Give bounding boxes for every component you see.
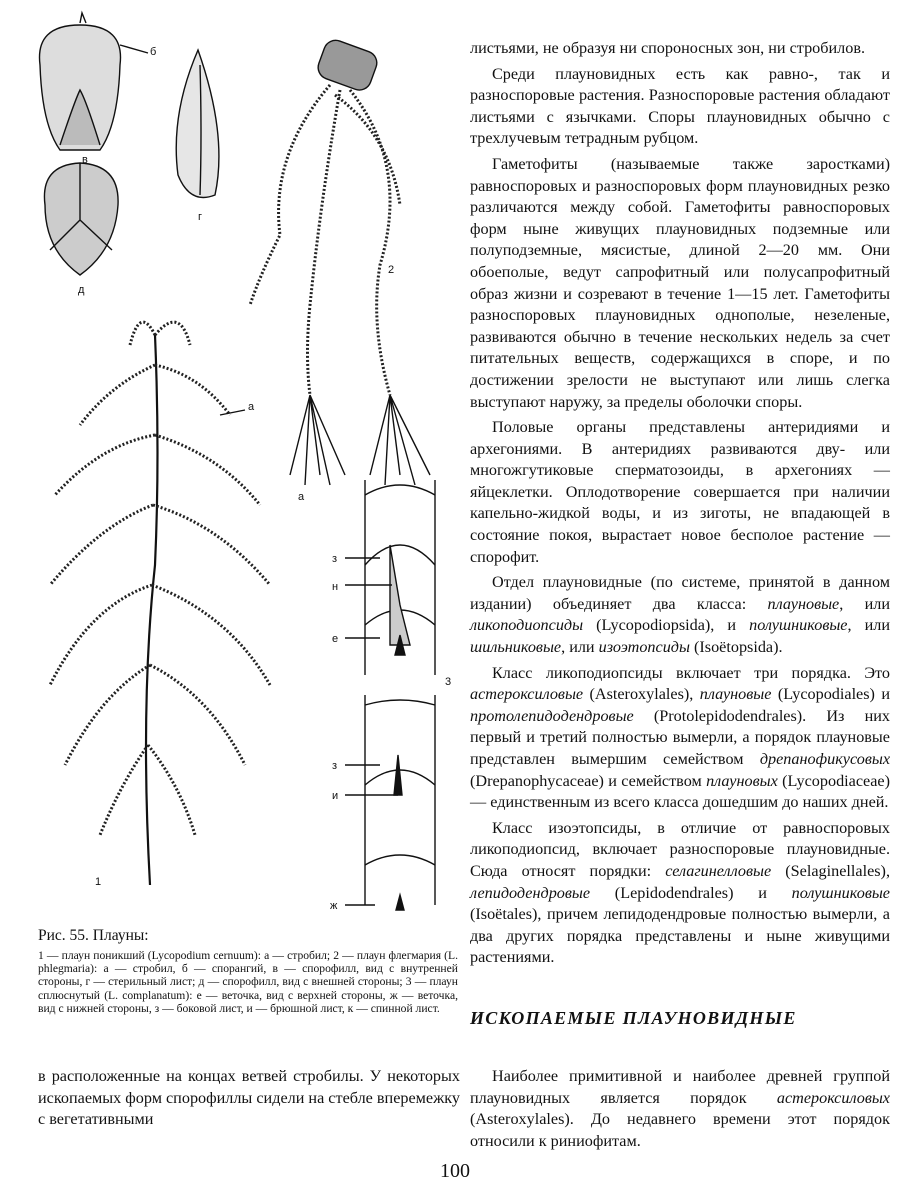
text-run: Отдел плауновидные (по системе, принятой в данном издании) объединяет два класса:	[470, 573, 890, 613]
italic-term: плауновых	[706, 771, 778, 790]
label-1: 1	[95, 876, 102, 888]
text-run: (Asteroxylales). До недавнего времени этот порядок относили к риниофитам.	[470, 1110, 890, 1150]
text-run: (Drepanophycaceae) и семейством	[470, 771, 707, 790]
right-column-bottom-text	[470, 1066, 890, 1156]
text-run: , или	[847, 616, 890, 635]
italic-term: астероксиловые	[470, 685, 584, 704]
label-z-2: з	[332, 760, 338, 772]
paragraph	[38, 1066, 460, 1131]
label-g: г	[198, 211, 203, 223]
italic-term: ликоподиопсиды	[470, 616, 584, 635]
page-number: 100	[440, 1160, 470, 1182]
text-run: , или	[839, 594, 891, 613]
text-run: (Lycopodiales) и	[771, 685, 890, 704]
paragraph	[470, 64, 890, 150]
text-run: Наиболее примитивной и наиболее древней группой плауновидных является порядок	[470, 1067, 890, 1107]
italic-term: изоэтопсиды	[598, 638, 690, 657]
label-zh: ж	[330, 900, 338, 912]
label-a-1: а	[248, 401, 255, 413]
italic-term: полушниковые	[749, 616, 848, 635]
italic-term: лепидодендровые	[470, 883, 591, 902]
caption-body: 1 — плаун поникший (Lycopodium cernuum): а — стробил; 2 — плаун флегмария (L. phlegmaria): а — стробил, б — спорангий, в — спорофилл, вид с внутренней стороны, г — стерильный лист; д — спорофилл, вид с внешней стороны; 3 — плаун сплюснутый (L. complanatum): е — веточка, вид с верхней стороны, ж — веточка, вид с нижней стороны, з — боковой лист, и — брюшной лист, к — спинной лист.	[38, 949, 458, 1015]
botanical-drawing	[20, 5, 465, 925]
label-b: б	[150, 46, 157, 58]
text-run: (Lycopodiaceae) — единственным из всего класса дошедшим до наших дней.	[470, 771, 890, 812]
label-3: 3	[445, 676, 452, 688]
text-run: (Isoëtales), причем лепидодендровые полностью вымерли, а два других порядка представлены и ныне живущими растениями.	[470, 905, 890, 967]
paragraph	[470, 417, 890, 568]
italic-term: шильниковые	[470, 638, 562, 657]
caption-title: Рис. 55. Плауны:	[38, 927, 149, 944]
paragraph	[470, 154, 890, 413]
italic-term: плауновые	[767, 594, 840, 613]
text-run: (Isoëtopsida).	[689, 638, 783, 657]
label-e: е	[332, 633, 339, 645]
italic-term: селагинелловые	[665, 861, 772, 880]
italic-term: астероксиловых	[776, 1088, 890, 1107]
text-run: листьями, не образуя ни спороносных зон, ни стробилов.	[470, 39, 866, 57]
italic-term: полушниковые	[791, 883, 890, 902]
text-run: (Asteroxylales),	[583, 685, 700, 704]
italic-term: дрепанофикусовых	[759, 750, 890, 768]
text-run: (Lycopodiopsida), и	[583, 616, 750, 635]
right-column-text	[470, 38, 890, 973]
paragraph	[470, 38, 890, 60]
text-run: (Selaginellales),	[771, 861, 890, 880]
label-i: и	[332, 790, 339, 802]
text-run: Гаметофиты (называемые также заростками) равноспоровых и разноспоровых форм плауновидных резко различаются между собой. Гаметофиты равноспоровых форм ныне живущих плауновидных подземные или полуподземные, мясистые, длиной 2—20 мм. Они обоеполые, ведут сапрофитный или полусапрофитный образ жизни и созревают в течение 1—15 лет. Гаметофиты разноспоровых плауновидных однополые, незеленые, развиваются обычно в течение нескольких недель за счет питательных веществ, содержащихся в споре, и по достижении зрелости не выступают или лишь слегка выступают наружу, за пределы оболочки споры.	[470, 154, 890, 411]
text-run: (Lepidodendrales) и	[590, 883, 792, 902]
label-d: д	[78, 284, 85, 296]
label-z-1: з	[332, 553, 338, 565]
label-2: 2	[388, 264, 395, 276]
text-run: Класс ликоподиопсиды включает три порядка. Это	[492, 663, 890, 682]
text-run: в расположенные на концах ветвей стробилы. У некоторых ископаемых форм спорофиллы сидели на стебле вперемежку с вегетативными	[38, 1067, 461, 1129]
text-run: Среди плауновидных есть как равно-, так и разноспоровые растения. Разноспоровые растения обладают листьями с язычками. Споры плауновидных обычно с трехлучевым тетрадным рубцом.	[470, 64, 890, 148]
section-heading: ИСКОПАЕМЫЕ ПЛАУНОВИДНЫЕ	[470, 1008, 797, 1028]
figure-caption	[38, 927, 458, 1015]
label-v: в	[82, 154, 88, 166]
figure-55-lycopodium-illustration	[20, 5, 465, 925]
text-run: Половые органы представлены антеридиями и архегониями. В антеридиях развиваются дву- или многожгутиковые сперматозоиды, в архегониях — яйцеклетки. Оплодотворение совершается при наличии капельно-жидкой воды, и из зиготы, не впадающей в состояние покоя, вырастает новое бесполое растение — спорофит.	[470, 418, 890, 566]
text-run: (Protolepidodendrales). Из них первый и третий полностью вымерли, а порядок плауновые представлен вымершим семейством	[470, 706, 890, 768]
label-n: н	[332, 581, 339, 593]
paragraph	[470, 1066, 890, 1152]
left-column-text	[38, 1066, 460, 1135]
paragraph	[470, 818, 890, 969]
italic-term: протолепидодендровые	[470, 706, 634, 725]
text-run: , или	[561, 638, 599, 657]
label-a-2: а	[298, 491, 305, 503]
paragraph	[470, 663, 890, 814]
italic-term: плауновые	[699, 685, 772, 704]
text-run: Класс изоэтопсиды, в отличие от равноспоровых ликоподиопсид, включает разноспоровые плауновидные. Сюда относят порядки:	[470, 818, 890, 880]
paragraph	[470, 572, 890, 658]
